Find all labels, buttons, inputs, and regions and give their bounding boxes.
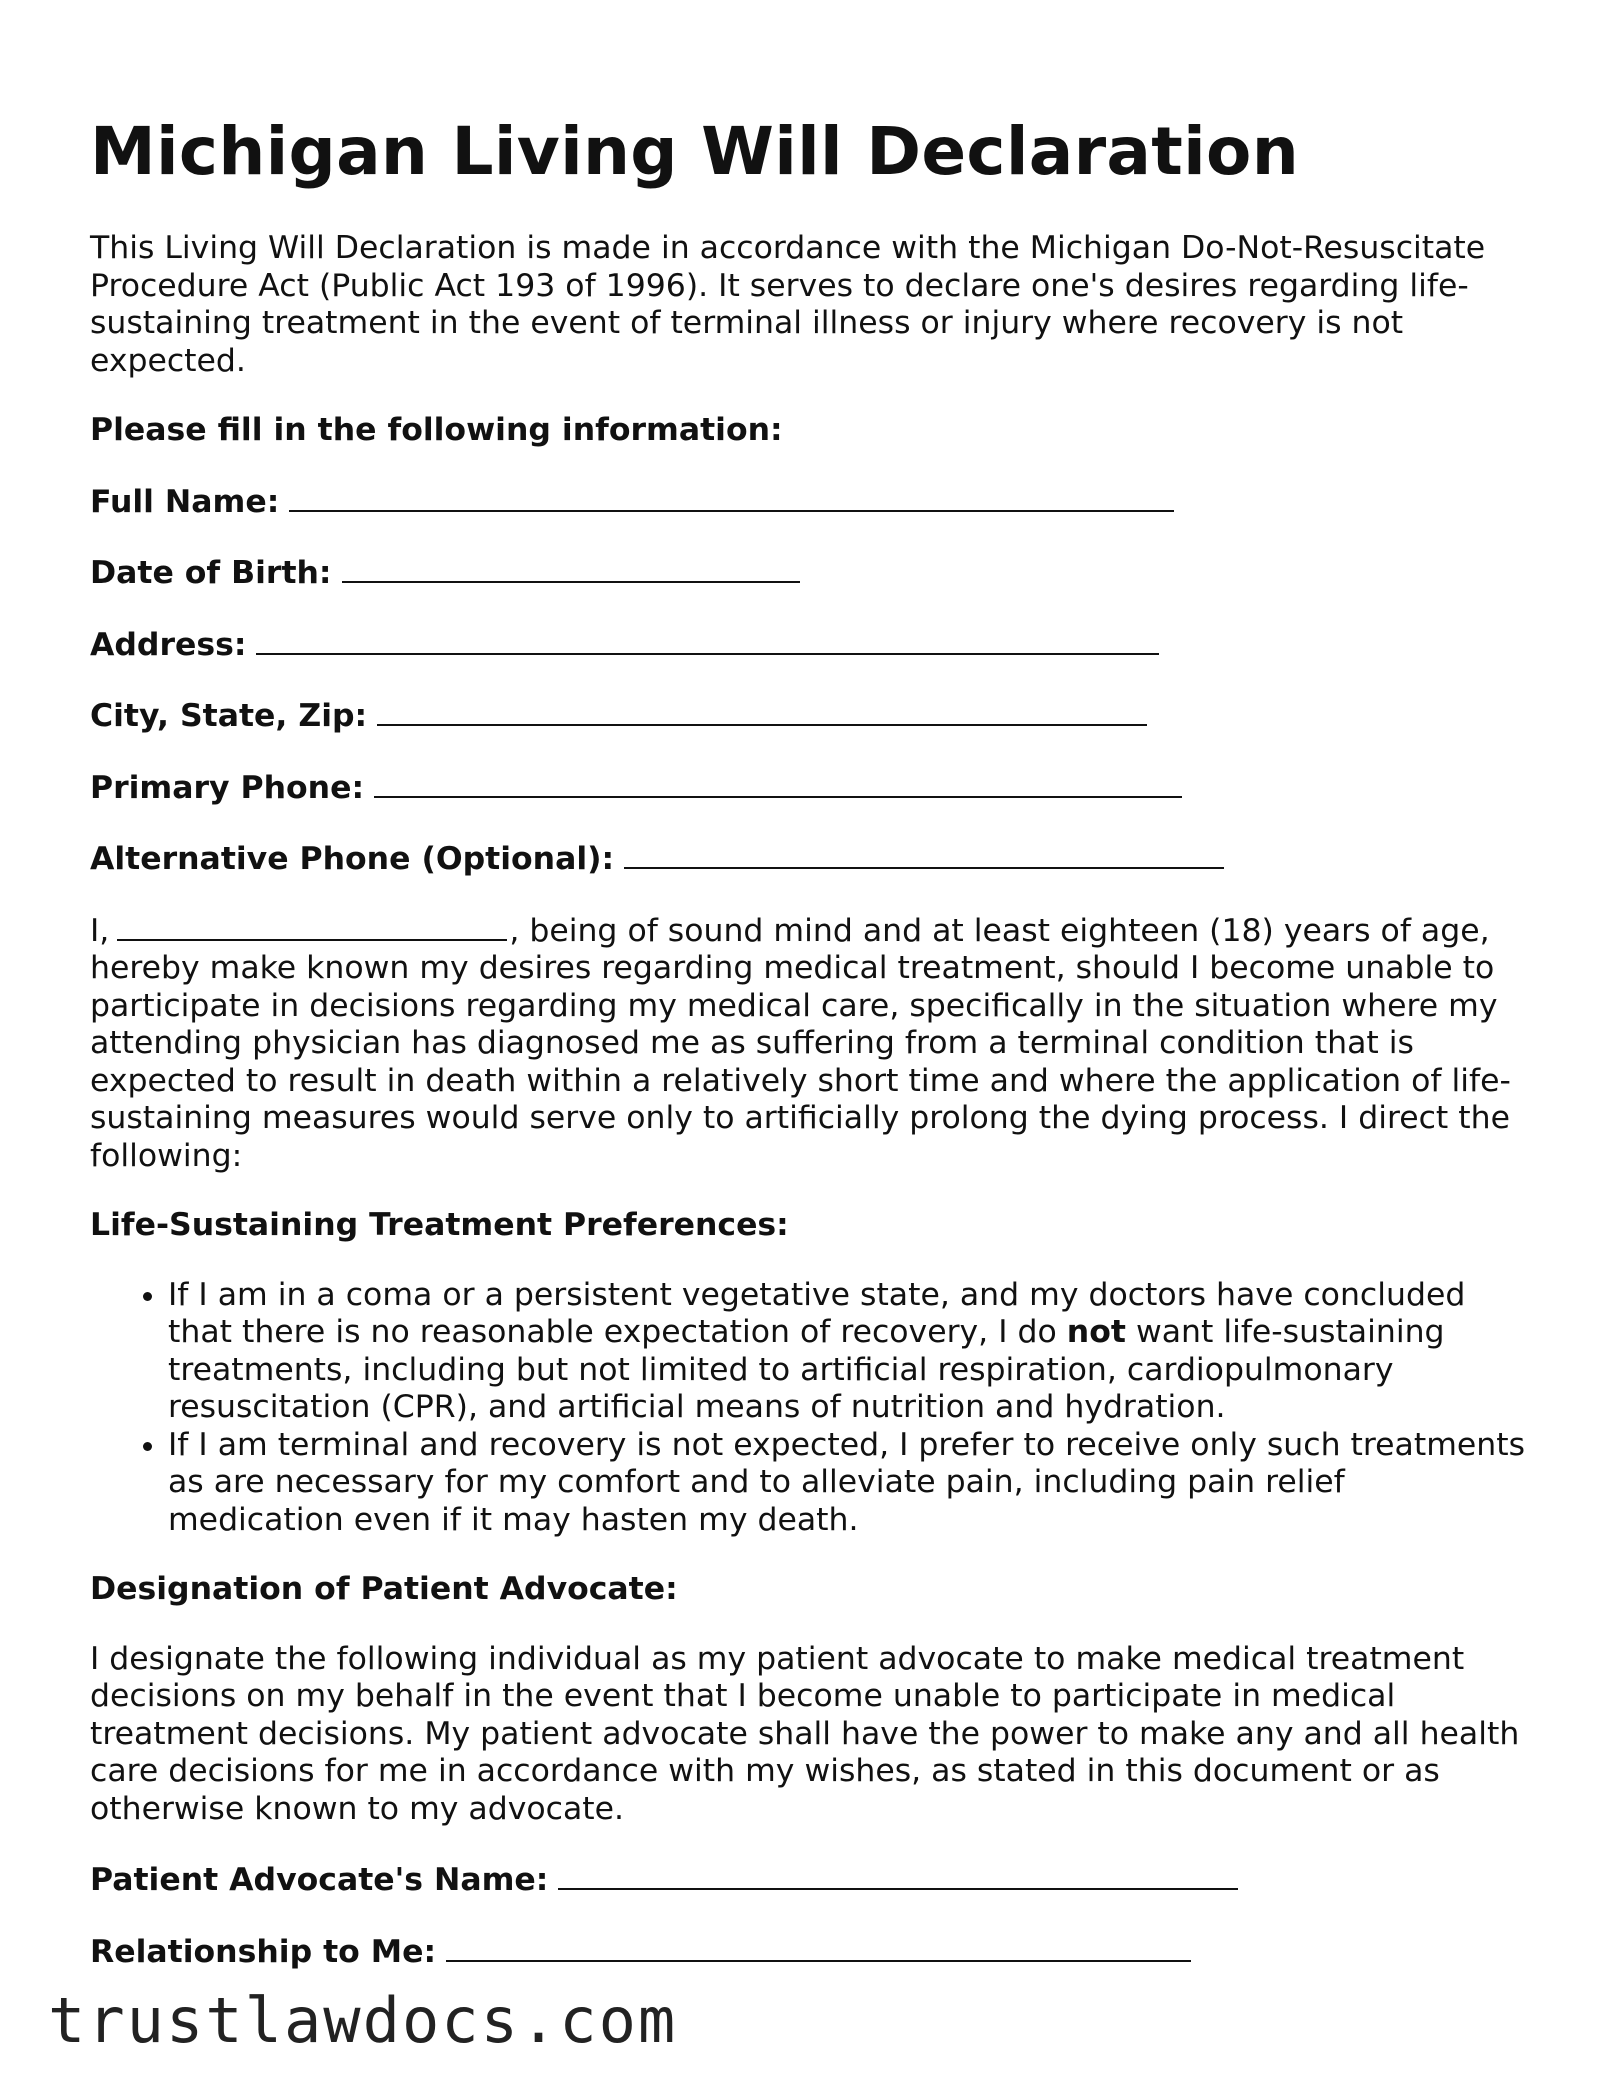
advocate-heading: Designation of Patient Advocate:	[90, 1571, 678, 1607]
alt-phone-field	[90, 839, 1530, 879]
advocate-paragraph: I designate the following individual as my patient advocate to make medical treatment decisions on my behalf in the event that I become unable to participate in medical treatment decisions. My patient advocate shall have the power to make any and all health care decisions for me in accordance with my wishes, as stated in this document or as otherwise known to my advocate.	[90, 1640, 1520, 1827]
full-name-field	[90, 482, 1530, 522]
advocate-name-field	[90, 1860, 1530, 1900]
dob-blank[interactable]	[342, 553, 800, 583]
treatment-item-1-after: want life-sustaining treatments, including but not limited to artificial respiration, cardiopulmonary resuscitation (CPR), and artificial means of nutrition and hydration.	[168, 1314, 1445, 1425]
treatment-list	[90, 1277, 1530, 1540]
declaration-paragraph	[90, 911, 1530, 1176]
address-field	[90, 625, 1530, 665]
advocate-name-label: Patient Advocate's Name:	[90, 1862, 549, 1898]
fill-heading: Please fill in the following information:	[90, 412, 783, 448]
city-state-zip-label: City, State, Zip:	[90, 698, 368, 734]
declaration-body: , being of sound mind and at least eighteen (18) years of age, hereby make known my desires regarding medical treatment, should I become unable to participate in decisions regarding my medical care, specifically in the situation where my attending physician has diagnosed me as suffering from a terminal condition that is expected to result in death within a relatively short time and where the application of life-sustaining measures would serve only to artificially prolong the dying process. I direct the following:	[90, 912, 1511, 1174]
document-title: Michigan Living Will Declaration	[90, 113, 1299, 190]
treatment-item-1	[168, 1277, 1530, 1427]
full-name-label: Full Name:	[90, 483, 280, 520]
address-blank[interactable]	[256, 625, 1159, 655]
dob-label: Date of Birth:	[90, 555, 332, 591]
treatment-item-1-before: If I am in a coma or a persistent vegetative state, and my doctors have concluded that there is no reasonable expectation of recovery, I do	[168, 1276, 1466, 1350]
primary-phone-label: Primary Phone:	[90, 769, 365, 806]
city-state-zip-blank[interactable]	[377, 696, 1147, 726]
relationship-field	[90, 1932, 1530, 1972]
alt-phone-blank[interactable]	[624, 839, 1224, 869]
treatment-item-2: • If I am terminal and recovery is not expected, I prefer to receive only such treatments as are necessary for my comfort and to alleviate pain, including pain relief medication even if it may hasten my death.	[168, 1427, 1530, 1540]
document-page	[90, 110, 1530, 2003]
dob-field	[90, 553, 1530, 593]
primary-phone-field	[90, 768, 1530, 808]
declaration-prefix: I,	[90, 912, 110, 949]
treatment-item-1-emphasis: not	[1066, 1314, 1126, 1350]
city-state-zip-field	[90, 696, 1530, 736]
intro-paragraph: This Living Will Declaration is made in accordance with the Michigan Do-Not-Resuscitate Procedure Act (Public Act 193 of 1996). It serves to declare one's desires regarding life-sustaining treatment in the event of terminal illness or injury where recovery is not expected.	[90, 230, 1486, 379]
relationship-blank[interactable]	[446, 1932, 1191, 1962]
full-name-blank[interactable]	[289, 482, 1174, 512]
advocate-name-blank[interactable]	[558, 1860, 1238, 1890]
relationship-label: Relationship to Me:	[90, 1933, 437, 1970]
treatment-heading: Life-Sustaining Treatment Preferences:	[90, 1207, 789, 1243]
alt-phone-label: Alternative Phone (Optional):	[90, 841, 615, 877]
address-label: Address:	[90, 626, 247, 663]
declarant-name-blank[interactable]	[117, 911, 507, 941]
primary-phone-blank[interactable]	[374, 768, 1182, 798]
watermark-text: trustlawdocs.com	[48, 1984, 678, 2057]
